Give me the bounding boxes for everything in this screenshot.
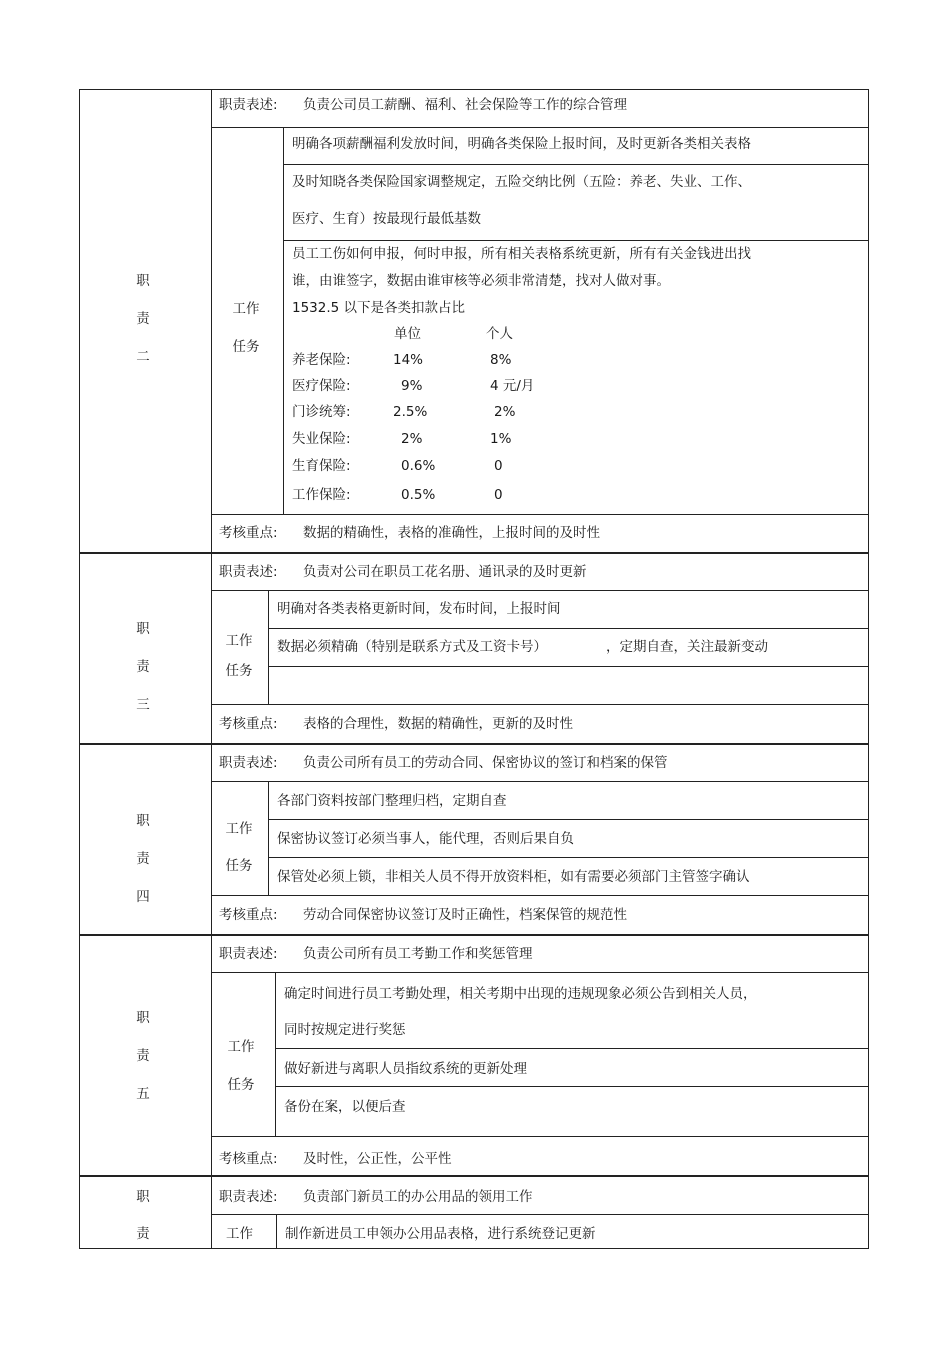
duty5-task-1a: 确定时间进行员工考勤处理，相关考期中出现的违规现象必须公告到相关人员， — [284, 986, 757, 1002]
ratio-row-name: 养老保险: — [292, 352, 351, 368]
row-divider — [283, 164, 869, 165]
duty2-task-3b: 谁，由谁签字，数据由谁审核等必须非常清楚，找对人做对事。 — [292, 273, 670, 289]
duty3-task-2-tail: ，定期自查，关注最新变动 — [606, 639, 768, 655]
duty3-label: 职 责 三 — [136, 621, 150, 713]
duty5-desc: 负责公司所有员工考勤工作和奖惩管理 — [303, 946, 533, 962]
ratio-row-personal: 2% — [494, 404, 516, 420]
task-column-divider — [283, 127, 284, 514]
duty4-label: 职 责 四 — [136, 813, 150, 905]
duty2-task-3c: 1532.5 以下是各类扣款占比 — [292, 300, 466, 316]
task-column-divider — [268, 781, 269, 895]
row-divider — [211, 895, 869, 896]
ratio-row-personal: 8% — [490, 352, 512, 368]
row-divider — [283, 240, 869, 241]
row-divider — [268, 857, 869, 858]
duty5-desc-label: 职责表述: — [219, 946, 278, 962]
row-divider — [211, 1214, 869, 1215]
duty6-desc-label: 职责表述: — [219, 1189, 278, 1205]
ratio-row-name: 医疗保险: — [292, 378, 351, 394]
task-column-divider — [268, 590, 269, 704]
duty3-review-label: 考核重点: — [219, 716, 278, 732]
duty3-desc: 负责对公司在职员工花名册、通讯录的及时更新 — [303, 564, 587, 580]
ratio-header-unit: 单位 — [394, 326, 421, 342]
ratio-row-name: 生育保险: — [292, 458, 351, 474]
duty3-review: 表格的合理性，数据的精确性，更新的及时性 — [303, 716, 573, 732]
ratio-row-personal: 4 元/月 — [490, 378, 535, 394]
duty3-task-label: 工作 任务 — [225, 633, 253, 679]
row-divider — [211, 704, 869, 705]
ratio-row-unit: 0.6% — [401, 458, 436, 474]
duty4-task-label: 工作 任务 — [225, 821, 253, 874]
duty4-task-1: 各部门资料按部门整理归档，定期自查 — [277, 793, 507, 809]
ratio-row-unit: 2% — [401, 431, 423, 447]
duty2-task-2a: 及时知晓各类保险国家调整规定，五险交纳比例（五险：养老、失业、工作、 — [292, 174, 751, 190]
row-divider — [211, 127, 869, 128]
row-divider — [268, 819, 869, 820]
row-divider — [268, 666, 869, 667]
ratio-row-name: 失业保险: — [292, 431, 351, 447]
row-divider — [268, 628, 869, 629]
row-divider — [211, 590, 869, 591]
duty2-task-3a: 员工工伤如何申报，何时申报，所有相关表格系统更新，所有有关金钱进出找 — [292, 246, 751, 262]
duty5-task-1b: 同时按规定进行奖惩 — [284, 1022, 406, 1038]
duty5-task-2: 做好新进与离职人员指纹系统的更新处理 — [284, 1061, 527, 1077]
ratio-header-personal: 个人 — [486, 326, 513, 342]
ratio-row-unit: 2.5% — [393, 404, 428, 420]
ratio-row-unit: 9% — [401, 378, 423, 394]
section-divider — [79, 552, 869, 554]
duty5-review-label: 考核重点: — [219, 1151, 278, 1167]
duty3-task-1: 明确对各类表格更新时间，发布时间，上报时间 — [277, 601, 561, 617]
duty4-desc-label: 职责表述: — [219, 755, 278, 771]
duty2-task-2b: 医疗、生育）按最现行最低基数 — [292, 211, 481, 227]
section-divider — [79, 743, 869, 745]
ratio-row-name: 门诊统筹: — [292, 404, 351, 420]
duty4-task-2: 保密协议签订必须当事人，能代理，否则后果自负 — [277, 831, 574, 847]
duty2-review: 数据的精确性，表格的准确性，上报时间的及时性 — [303, 525, 600, 541]
ratio-row-name: 工作保险: — [292, 487, 351, 503]
row-divider — [275, 1086, 869, 1087]
duty4-task-3: 保管处必须上锁，非相关人员不得开放资料柜，如有需要必须部门主管签字确认 — [277, 869, 750, 885]
row-divider — [211, 514, 869, 515]
row-divider — [275, 1048, 869, 1049]
row-divider — [211, 972, 869, 973]
duty4-review-label: 考核重点: — [219, 907, 278, 923]
duty2-label: 职 责 二 — [136, 273, 150, 365]
duty4-review: 劳动合同保密协议签订及时正确性，档案保管的规范性 — [303, 907, 627, 923]
task-column-divider — [276, 1214, 277, 1249]
duty3-task-2: 数据必须精确（特别是联系方式及工资卡号） — [277, 639, 547, 655]
section-divider — [79, 1175, 869, 1177]
ratio-row-personal: 1% — [490, 431, 512, 447]
duty5-task-label: 工作 任务 — [227, 1039, 255, 1093]
duty5-task-3: 备份在案，以便后查 — [284, 1099, 406, 1115]
ratio-row-unit: 0.5% — [401, 487, 436, 503]
duty6-task-1: 制作新进员工申领办公用品表格，进行系统登记更新 — [285, 1226, 596, 1242]
ratio-row-unit: 14% — [393, 352, 424, 368]
duty6-desc: 负责部门新员工的办公用品的领用工作 — [303, 1189, 533, 1205]
duty2-review-label: 考核重点: — [219, 525, 278, 541]
duty5-review: 及时性，公正性，公平性 — [303, 1151, 452, 1167]
duty6-label: 职 责 — [136, 1189, 150, 1242]
duty5-label: 职 责 五 — [136, 1010, 150, 1102]
duty4-desc: 负责公司所有员工的劳动合同、保密协议的签订和档案的保管 — [303, 755, 668, 771]
task-column-divider — [275, 972, 276, 1136]
row-divider — [211, 1136, 869, 1137]
duty2-desc-label: 职责表述: — [219, 97, 278, 113]
row-divider — [211, 781, 869, 782]
label-column-divider — [211, 89, 212, 1249]
duty2-desc: 负责公司员工薪酬、福利、社会保险等工作的综合管理 — [303, 97, 627, 113]
duty2-task-label: 工作 任务 — [232, 301, 260, 355]
ratio-row-personal: 0 — [494, 487, 503, 503]
duty2-task-1: 明确各项薪酬福利发放时间，明确各类保险上报时间，及时更新各类相关表格 — [292, 136, 751, 152]
ratio-row-personal: 0 — [494, 458, 503, 474]
duty3-desc-label: 职责表述: — [219, 564, 278, 580]
section-divider — [79, 934, 869, 936]
duty6-task-label: 工作 — [226, 1226, 253, 1242]
